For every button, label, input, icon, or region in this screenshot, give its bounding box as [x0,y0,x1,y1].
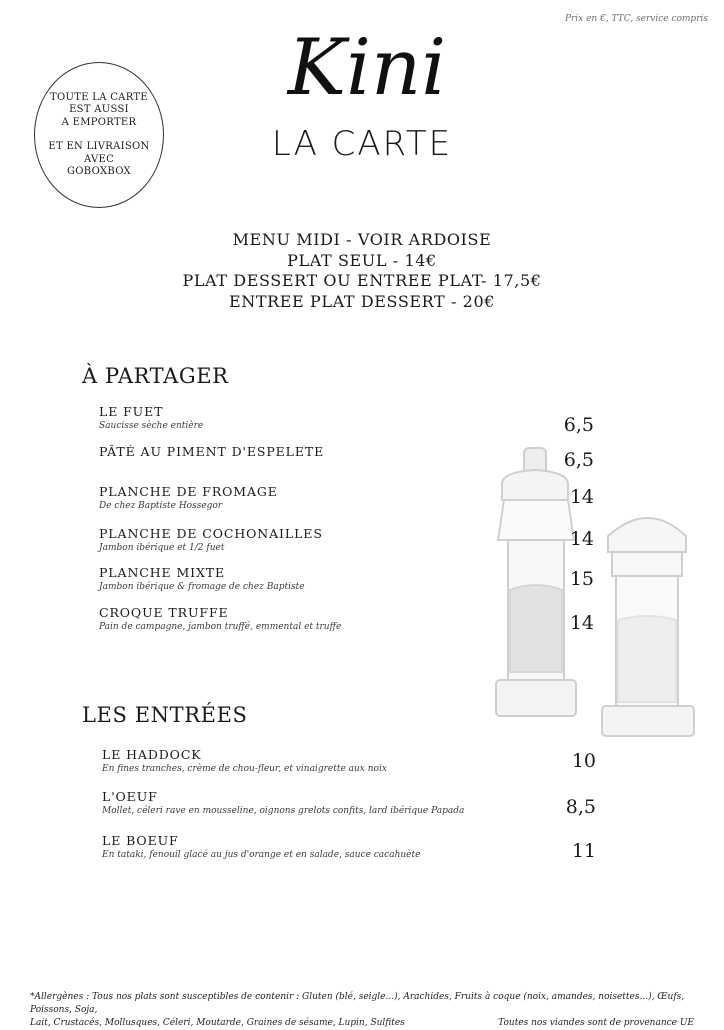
badge-line: GOBOXBOX [67,166,131,177]
item-name: LE FUET [99,404,164,419]
item-description: Jambon ibérique et 1/2 fuet [99,543,225,553]
section-title-partager: À PARTAGER [82,364,229,388]
item-price: 6,5 [563,414,594,436]
kini-logo [262,14,472,124]
item-name: PÂTÉ AU PIMENT D'ESPELETE [99,444,325,459]
menu-item-fuet [99,404,203,431]
formula-line: PLAT SEUL - 14€ [287,250,437,270]
allergens-line: Lait, Crustacés, Mollusques, Céleri, Moutarde, Graines de sésame, Lupin, Sulfites [30,1018,405,1028]
allergens-footer [30,991,694,1030]
item-price: 14 [569,612,594,634]
badge-line: TOUTE LA CARTE [50,91,148,103]
badge-line: EST AUSSI [69,104,129,115]
item-price: 8,5 [565,796,596,818]
page-title: LA CARTE [271,124,453,164]
item-description: De chez Baptiste Hossegor [99,501,223,511]
item-price: 14 [569,528,594,550]
allergens-line: *Allergènes : Tous nos plats sont susceptibles de contenir : Gluten (blé, seigle...), Arachides, Fruits à coque (noix, amandes, noisettes...), Œufs, Poissons, Soja, [30,992,685,1015]
formula-line: MENU MIDI - VOIR ARDOISE [232,230,492,249]
item-name: PLANCHE DE COCHONAILLES [99,526,323,541]
item-name: LE HADDOCK [102,747,202,762]
item-description: En fines tranches, crème de chou-fleur, et vinaigrette aux noix [102,764,387,774]
item-name: L'OEUF [102,789,158,804]
menu-item-croque [99,605,341,632]
item-price: 6,5 [563,449,594,471]
item-description: Mollet, céleri rave en mousseline, oignons grelots confits, lard ibérique Papada [102,806,465,816]
formula-line: ENTREE PLAT DESSERT - 20€ [228,291,496,311]
menu-item-oeuf [102,789,464,816]
menu-item-pate [99,444,324,459]
badge-line: A EMPORTER [61,116,137,128]
item-name: LE BOEUF [102,833,179,848]
menu-item-haddock [102,747,387,774]
item-description: Jambon ibérique & fromage de chez Baptiste [99,582,305,592]
salt-pepper-mill-illustration [488,440,708,740]
item-name: PLANCHE MIXTE [99,565,226,580]
menu-item-mixte [99,565,305,592]
item-description: Pain de campagne, jambon truffé, emmental et truffe [99,622,342,632]
badge-line: AVEC [83,153,115,165]
meat-origin-note: Toutes nos viandes sont de provenance UE [498,1018,694,1028]
item-description: En tataki, fenouil glacé au jus d'orange et en salade, sauce cacahuète [102,850,421,860]
item-description: Saucisse sèche entière [99,421,204,431]
section-title-entrees: LES ENTRÉES [82,703,248,727]
logo-text: Kini [287,23,447,113]
item-name: CROQUE TRUFFE [99,605,229,620]
price-note: Prix en €, TTC, service compris [564,14,708,24]
badge-line: ET EN LIVRAISON [48,141,150,152]
menu-item-fromage [99,484,278,511]
lunch-formulas [0,230,724,312]
item-price: 14 [569,486,594,508]
formula-line: PLAT DESSERT OU ENTREE PLAT- 17,5€ [182,271,542,290]
menu-item-cochonailles [99,526,323,553]
item-name: PLANCHE DE FROMAGE [99,484,278,499]
takeaway-badge [34,62,164,208]
item-price: 10 [571,750,596,772]
item-price: 15 [569,568,594,590]
item-price: 11 [571,840,596,862]
menu-item-boeuf [102,833,420,860]
